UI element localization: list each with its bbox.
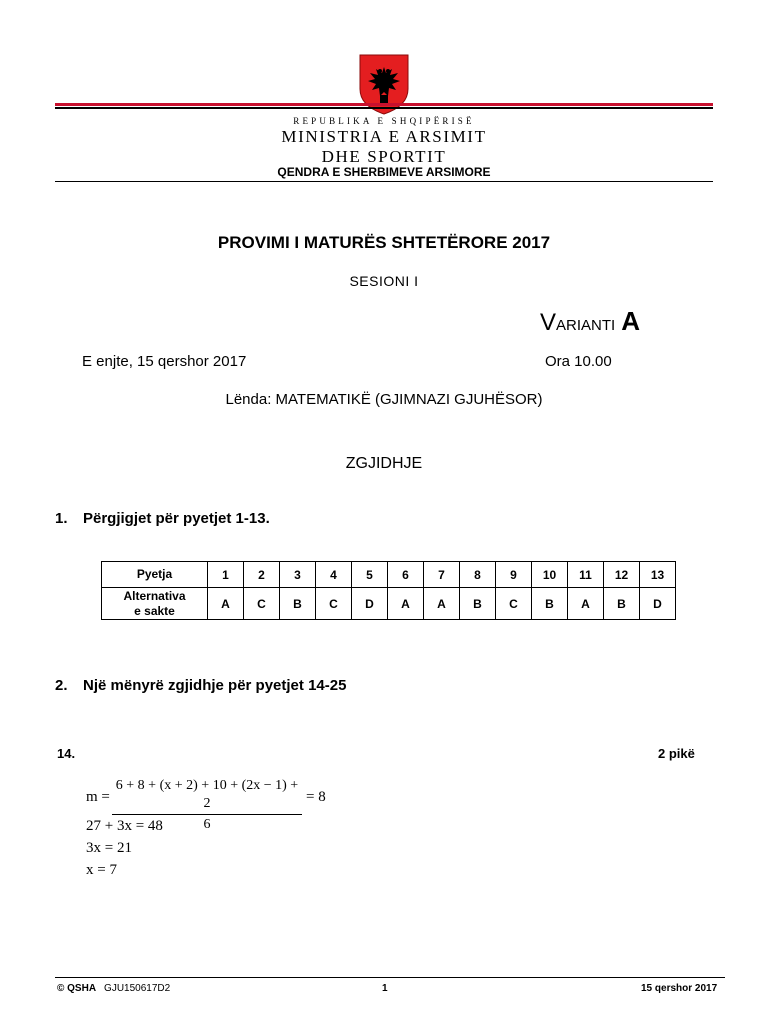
answer-header: Alternativa e sakte bbox=[102, 588, 208, 620]
footer-left bbox=[57, 983, 170, 994]
solutions-heading: ZGJIDHJE bbox=[345, 455, 423, 472]
answer-cell: B bbox=[460, 588, 496, 620]
question-number: 11 bbox=[568, 562, 604, 588]
question-number: 1 bbox=[208, 562, 244, 588]
exam-date: E enjte, 15 qershor 2017 bbox=[82, 353, 247, 370]
variant-letter: A bbox=[621, 306, 640, 336]
header-divider bbox=[55, 181, 713, 182]
question-number: 13 bbox=[640, 562, 676, 588]
answers-table bbox=[101, 561, 676, 620]
answer-cell: A bbox=[208, 588, 244, 620]
question-number: 8 bbox=[460, 562, 496, 588]
question-number: 2 bbox=[244, 562, 280, 588]
question-number: 6 bbox=[388, 562, 424, 588]
fraction-numerator: 6 + 8 + (x + 2) + 10 + (2x − 1) + 2 bbox=[115, 778, 299, 811]
section-2-heading: 2. Një mënyrë zgjidhje për pyetjet 14-25 bbox=[55, 677, 347, 694]
header-band-red bbox=[55, 103, 713, 106]
exam-title: PROVIMI I MATURËS SHTETËRORE 2017 bbox=[217, 233, 551, 252]
footer-date: 15 qershor 2017 bbox=[641, 983, 718, 994]
answer-cell: A bbox=[388, 588, 424, 620]
equation-step-3: x = 7 bbox=[86, 862, 117, 878]
equation-rhs: = 8 bbox=[306, 789, 326, 805]
question-number: 10 bbox=[532, 562, 568, 588]
equation-step-2: 3x = 21 bbox=[86, 840, 132, 856]
answer-cell: B bbox=[604, 588, 640, 620]
footer-code: GJU150617D2 bbox=[104, 983, 171, 994]
answer-cell: C bbox=[244, 588, 280, 620]
footer-copyright: © QSHA bbox=[57, 983, 97, 994]
fraction-denominator: 6 bbox=[203, 817, 211, 832]
exam-session: SESIONI I bbox=[349, 273, 419, 289]
exam-time: Ora 10.00 bbox=[545, 353, 612, 370]
ministry-name-line1: MINISTRIA E ARSIMIT bbox=[281, 127, 487, 146]
answer-cell: A bbox=[568, 588, 604, 620]
answer-cell: B bbox=[280, 588, 316, 620]
equation-lhs: m = bbox=[86, 789, 110, 805]
table-row bbox=[102, 562, 676, 588]
page-number: 1 bbox=[382, 983, 388, 994]
fraction-bar bbox=[112, 814, 302, 815]
question-14-points: 2 pikë bbox=[658, 746, 695, 761]
ministry-name-line2: DHE SPORTIT bbox=[321, 147, 447, 166]
section-1-heading: 1. Përgjigjet për pyetjet 1-13. bbox=[55, 510, 270, 527]
header-band-black bbox=[55, 107, 713, 109]
question-header: Pyetja bbox=[102, 562, 208, 588]
answer-cell: B bbox=[532, 588, 568, 620]
variant-initial: V bbox=[540, 309, 557, 336]
footer-divider bbox=[55, 977, 725, 978]
answer-cell: C bbox=[496, 588, 532, 620]
equation-step-1: 27 + 3x = 48 bbox=[86, 818, 163, 834]
variant-label: ARIANTI bbox=[556, 317, 616, 334]
answer-cell: A bbox=[424, 588, 460, 620]
question-number: 5 bbox=[352, 562, 388, 588]
exam-variant bbox=[540, 306, 640, 337]
agency-name: QENDRA E SHERBIMEVE ARSIMORE bbox=[277, 165, 491, 179]
question-number: 3 bbox=[280, 562, 316, 588]
exam-subject: Lënda: MATEMATIKË (GJIMNAZI GJUHËSOR) bbox=[225, 391, 543, 408]
answer-cell: D bbox=[352, 588, 388, 620]
answer-cell: D bbox=[640, 588, 676, 620]
republic-name: REPUBLIKA E SHQIPËRISË bbox=[293, 116, 475, 126]
answer-cell: C bbox=[316, 588, 352, 620]
question-number: 9 bbox=[496, 562, 532, 588]
question-number: 12 bbox=[604, 562, 640, 588]
question-number: 4 bbox=[316, 562, 352, 588]
question-14-number: 14. bbox=[57, 746, 76, 761]
question-number: 7 bbox=[424, 562, 460, 588]
table-row bbox=[102, 588, 676, 620]
